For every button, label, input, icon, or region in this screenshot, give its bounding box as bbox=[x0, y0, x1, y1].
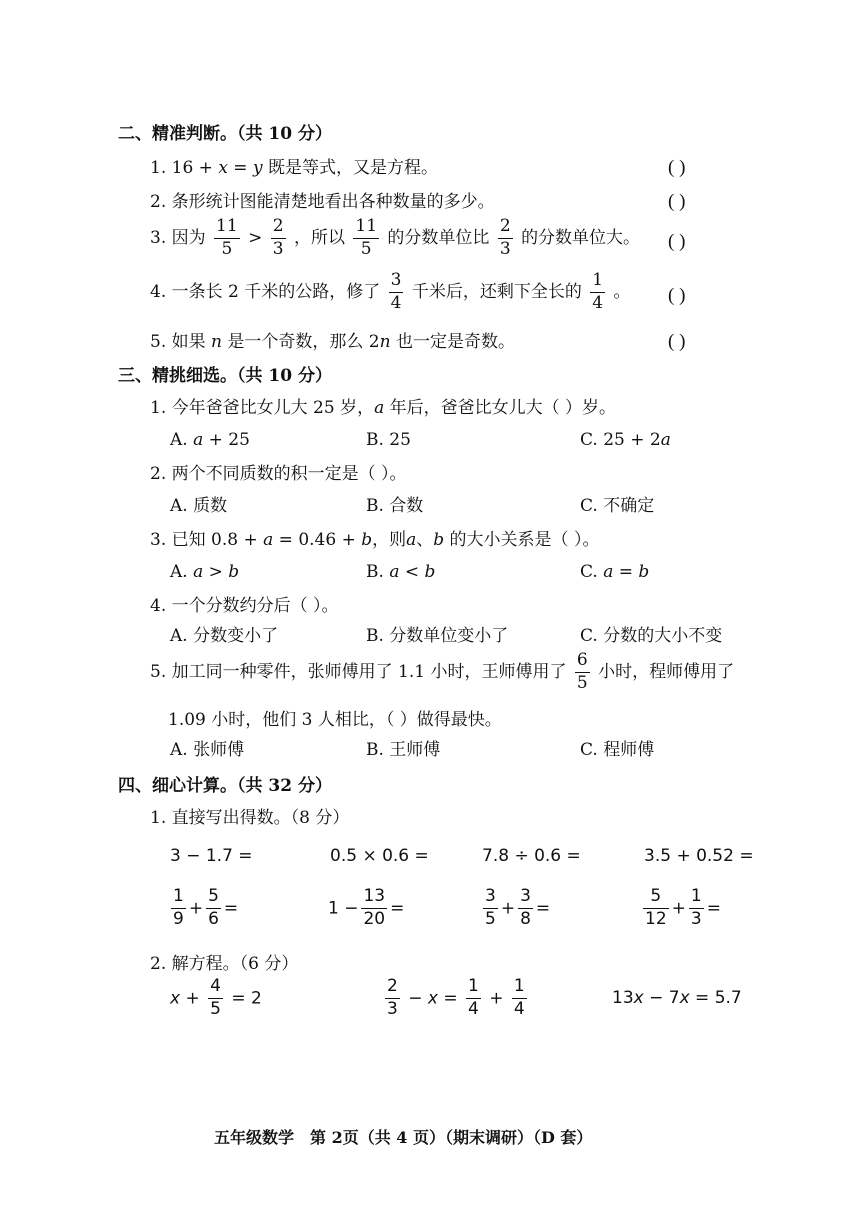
c2-option-b[interactable]: B. 合数 bbox=[366, 496, 424, 516]
judge-q1 bbox=[150, 160, 438, 177]
var-n: n bbox=[211, 332, 222, 352]
fraction: $\frac{2}{3}$ bbox=[272, 216, 284, 259]
q3-gt: > bbox=[248, 227, 268, 248]
equation-3: 13x − 7x = 5.7 bbox=[612, 988, 742, 1008]
q5-text-a: 5. 如果 bbox=[150, 332, 212, 352]
judge-q5 bbox=[150, 334, 515, 351]
q3-text-b: ，所以 bbox=[293, 227, 345, 248]
answer-paren-4[interactable]: ( ) bbox=[668, 285, 686, 306]
choice-q5: 5. 加工同一种零件，张师傅用了 1.1 小时，王师傅用了 $\frac{6}{5}$ 小时，程师傅用了 bbox=[150, 650, 735, 693]
q1-text-b: = bbox=[227, 158, 253, 178]
answer-paren-2[interactable]: ( ) bbox=[668, 191, 686, 212]
calc-r1-4: 3.5 + 0.52 = bbox=[644, 846, 754, 866]
answer-paren-5[interactable]: ( ) bbox=[668, 331, 686, 352]
c3-option-b[interactable]: B. a < b bbox=[366, 562, 436, 582]
q1-text-c: 既是等式，又是方程。 bbox=[262, 158, 438, 178]
c1-option-b[interactable]: B. 25 bbox=[366, 430, 411, 450]
answer-paren-1[interactable]: ( ) bbox=[668, 157, 686, 178]
page-footer: 五年级数学 第 2页（共 4 页）（期末调研）（D 套） bbox=[214, 1128, 593, 1147]
q1-text-a: 1. 16 + bbox=[150, 158, 219, 178]
q5-text-c: 也一定是奇数。 bbox=[390, 332, 515, 352]
c4-option-c[interactable]: C. 分数的大小不变 bbox=[580, 626, 723, 646]
calc-r2-1: $\frac{1}{9}$ + $\frac{5}{6}$ = bbox=[173, 886, 239, 929]
c1-text: 1. 今年爸爸比女儿大 25 岁， bbox=[150, 398, 375, 418]
choice-q3: 3. 已知 0.8 + a = 0.46 + b，则a、b 的大小关系是（ ）。 bbox=[150, 530, 600, 550]
var-x: x bbox=[218, 158, 228, 178]
q4-text-b: 千米后，还剩下全长的 bbox=[411, 281, 582, 302]
c4-option-b[interactable]: B. 分数单位变小了 bbox=[366, 626, 509, 646]
var-y: y bbox=[252, 158, 263, 178]
section-4-title: 四、细心计算。（共 32 分） bbox=[118, 776, 332, 796]
c1-rest: 年后，爸爸比女儿大（ ）岁。 bbox=[384, 398, 617, 418]
q4-text-c: 。 bbox=[613, 281, 631, 302]
judge-q3 bbox=[150, 218, 640, 259]
calc-r1-2: 0.5 × 0.6 = bbox=[330, 846, 429, 866]
fraction: $\frac{2}{3}$ bbox=[499, 216, 511, 259]
calc-r2-4: $\frac{5}{12}$ + $\frac{1}{3}$ = bbox=[645, 886, 721, 929]
q3-text-c: 的分数单位比 bbox=[387, 227, 490, 248]
equation-1: x + $\frac{4}{5}$ = 2 bbox=[170, 976, 262, 1019]
var-a: a bbox=[374, 398, 385, 418]
fraction: $\frac{1}{4}$ bbox=[592, 270, 604, 313]
c1-option-a[interactable]: A. a + 25 bbox=[170, 430, 250, 450]
calc-r1-3: 7.8 ÷ 0.6 = bbox=[482, 846, 581, 866]
c3-option-c[interactable]: C. a = b bbox=[580, 562, 650, 582]
q3-text-a: 3. 因为 bbox=[150, 227, 206, 248]
calc-r1-1: 3 − 1.7 = bbox=[170, 846, 253, 866]
c2-option-a[interactable]: A. 质数 bbox=[170, 496, 228, 516]
var-n: n bbox=[379, 332, 391, 352]
section-2-title: 二、精准判断。（共 10 分） bbox=[118, 124, 332, 144]
choice-q2: 2. 两个不同质数的积一定是（ ）。 bbox=[150, 464, 407, 484]
q5-text-b: 是一个奇数，那么 2 bbox=[221, 332, 380, 352]
fraction: $\frac{3}{4}$ bbox=[390, 270, 402, 313]
c1-option-c[interactable]: C. 25 + 2a bbox=[580, 430, 671, 450]
calc-r2-2: 1 − $\frac{13}{20}$ = bbox=[328, 886, 405, 929]
q3-text-d: 的分数单位大。 bbox=[521, 227, 641, 248]
c5-option-c[interactable]: C. 程师傅 bbox=[580, 740, 655, 760]
calc-sub2-title: 2. 解方程。（6 分） bbox=[150, 954, 299, 974]
choice-q1 bbox=[150, 400, 616, 417]
c2-option-c[interactable]: C. 不确定 bbox=[580, 496, 655, 516]
fraction: $\frac{11}{5}$ bbox=[216, 216, 238, 259]
answer-paren-3[interactable]: ( ) bbox=[668, 231, 686, 252]
c5-option-b[interactable]: B. 王师傅 bbox=[366, 740, 441, 760]
judge-q2: 2. 条形统计图能清楚地看出各种数量的多少。 bbox=[150, 192, 495, 212]
q4-text-a: 4. 一条长 2 千米的公路，修了 bbox=[150, 281, 381, 302]
c3-option-a[interactable]: A. a > b bbox=[170, 562, 240, 582]
fraction: $\frac{11}{5}$ bbox=[355, 216, 378, 259]
section-3-title: 三、精挑细选。（共 10 分） bbox=[118, 366, 332, 386]
choice-q4: 4. 一个分数约分后（ ）。 bbox=[150, 596, 339, 616]
calc-sub1-title: 1. 直接写出得数。（8 分） bbox=[150, 808, 350, 828]
c5-option-a[interactable]: A. 张师傅 bbox=[170, 740, 245, 760]
fraction: $\frac{6}{5}$ bbox=[576, 650, 588, 693]
choice-q5-line2: 1.09 小时，他们 3 人相比，（ ）做得最快。 bbox=[168, 710, 502, 730]
c4-option-a[interactable]: A. 分数变小了 bbox=[170, 626, 279, 646]
calc-r2-3: $\frac{3}{5}$ + $\frac{3}{8}$ = bbox=[485, 886, 551, 929]
judge-q4 bbox=[150, 272, 631, 313]
equation-2: $\frac{2}{3}$ − x = $\frac{1}{4}$ + $\frac{1}{4}$ bbox=[387, 976, 525, 1019]
